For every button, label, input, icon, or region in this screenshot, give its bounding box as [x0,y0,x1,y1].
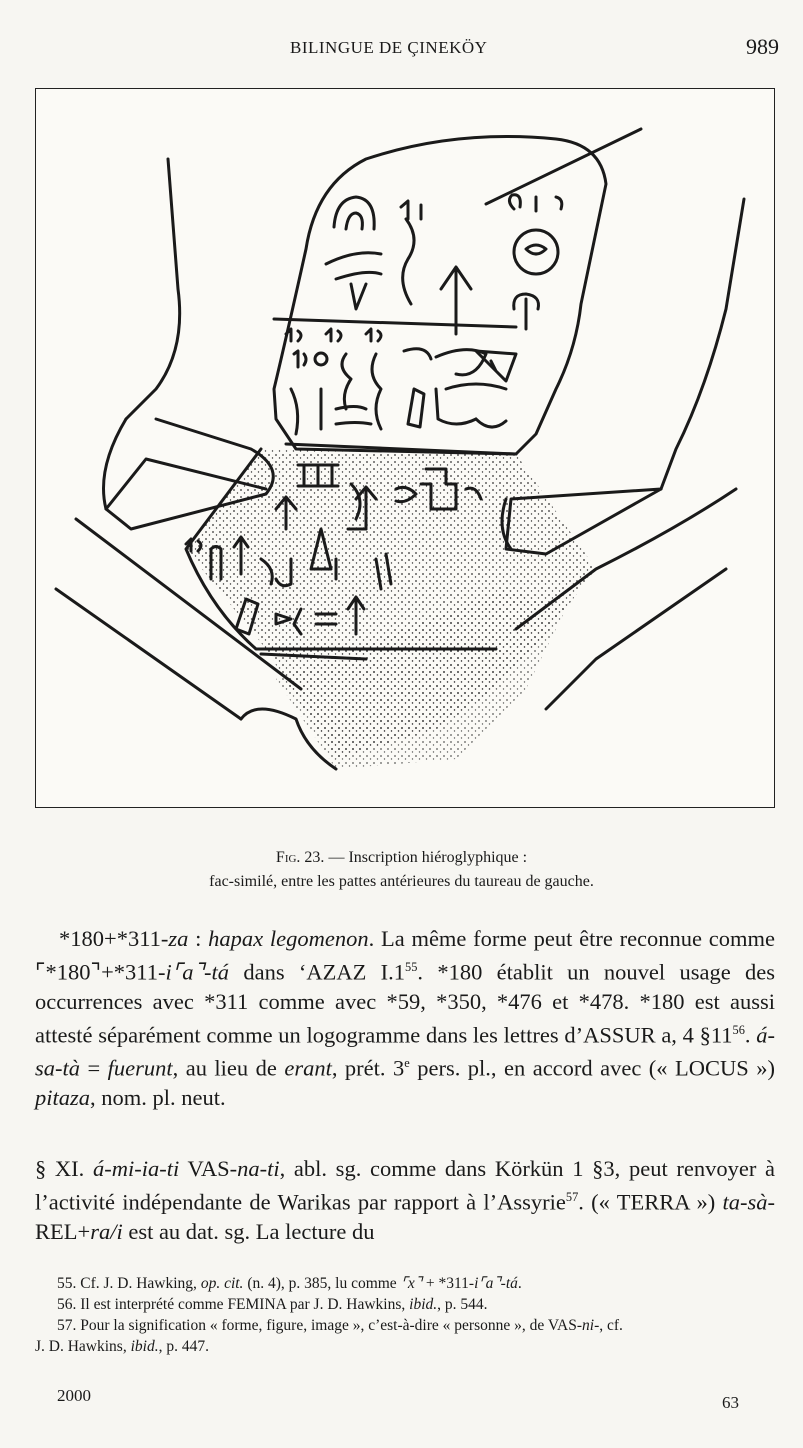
text-span: ⌜*180⌝+*311- [35,959,166,985]
text-span: 57. Pour la signification « forme, figure, image », c’est-à-dire « personne », de VAS- [57,1317,583,1334]
text-span: *180+*311- [59,926,169,951]
caption-line1: — Inscription hiéroglyphique : [328,849,528,866]
text-span: (n. 4), p. 385, lu comme [243,1275,401,1292]
page-number: 989 [746,34,779,59]
text-span: hapax legomenon [208,926,369,951]
footnote-ref-55[interactable]: 55 [405,960,418,974]
superscript-e: e [404,1056,410,1070]
text-span: . *180 établit un nouvel usage des occurrences avec *311 comme avec *59, *350, *476 et *478. *180 est aussi attesté séparément comme un logogramme dans les lettres d’ASSUR a, 4 §11 [35,959,775,1047]
text-span: ta-sà [722,1189,768,1215]
text-span: , p. 447. [158,1338,209,1355]
text-span: . La même forme peut être reconnue comme [368,926,775,951]
text-span: á-mi-ia-ti [92,1156,180,1181]
text-span: + *311- [422,1275,475,1292]
text-span: za [168,926,189,951]
footnotes [35,1273,757,1357]
text-span: , prét. 3 [331,1055,405,1081]
text-span: J. D. Hawkins, [35,1338,131,1355]
text-span: = [80,1055,108,1081]
footnote-ref-56[interactable]: 56 [732,1022,745,1037]
text-span: erant [284,1055,332,1081]
text-span: : [188,926,209,951]
footer-year: 2000 [57,1386,91,1405]
text-span: ⌜x⌝ [400,1275,422,1292]
footer-page-number: 63 [722,1393,739,1412]
text-span: ibid. [409,1296,438,1313]
text-span: est au dat. sg. La lecture du [122,1218,375,1244]
text-span: op. cit. [200,1275,244,1292]
text-span: , au lieu de [172,1055,285,1081]
text-span: ibid. [130,1338,159,1355]
text-span: na-ti [237,1156,280,1181]
text-span: á-sa-tà [35,1022,775,1081]
running-title: BILINGUE DE ÇINEKÖY [290,38,488,57]
figure-label: Fig. 23. [275,849,325,866]
text-span: i⌜a⌝-tá [474,1275,518,1292]
text-span: ra/i [90,1218,123,1244]
footnote-56 [57,1294,757,1315]
text-span: VAS- [179,1156,238,1181]
facsimile-drawing [36,89,774,807]
text-span: fuerunt [107,1055,173,1081]
text-span: § XI. [35,1156,93,1181]
text-span: . (« TERRA ») [578,1189,723,1215]
figure-caption [0,846,803,894]
text-span: 56. Il est interprété comme FEMINA par J. D. Hawkins, [57,1296,410,1313]
text-span: 55. Cf. J. D. Hawking, [57,1275,201,1292]
caption-line2: fac-similé, entre les pattes antérieures du taureau de gauche. [209,873,594,890]
text-span: , p. 544. [437,1296,488,1313]
text-span: . [517,1275,522,1292]
footnote-55 [57,1273,757,1294]
text-span: -REL+ [35,1189,775,1244]
footnote-57-continued [35,1336,757,1357]
footnote-57 [57,1315,757,1336]
text-span: . [744,1022,757,1047]
text-span: , cf. [599,1317,623,1334]
text-span: i⌜a⌝-tá [165,959,230,985]
text-span: pitaza [35,1084,91,1110]
text-span: pers. pl., en accord avec (« LOCUS ») [409,1055,775,1081]
footnote-ref-57[interactable]: 57 [565,1190,579,1204]
text-span: dans ‘AZAZ I.1 [229,959,406,985]
paragraph-2 [35,1154,775,1246]
text-span: ni- [582,1317,600,1334]
text-span: , nom. pl. neut. [90,1084,226,1110]
figure-inscription-drawing [35,88,775,808]
text-span: , abl. sg. comme dans Körkün 1 §3, peut renvoyer à l’activité indépendante de Warikas par rapport à l’Assyrie [35,1156,775,1215]
paragraph-1 [35,924,775,1112]
